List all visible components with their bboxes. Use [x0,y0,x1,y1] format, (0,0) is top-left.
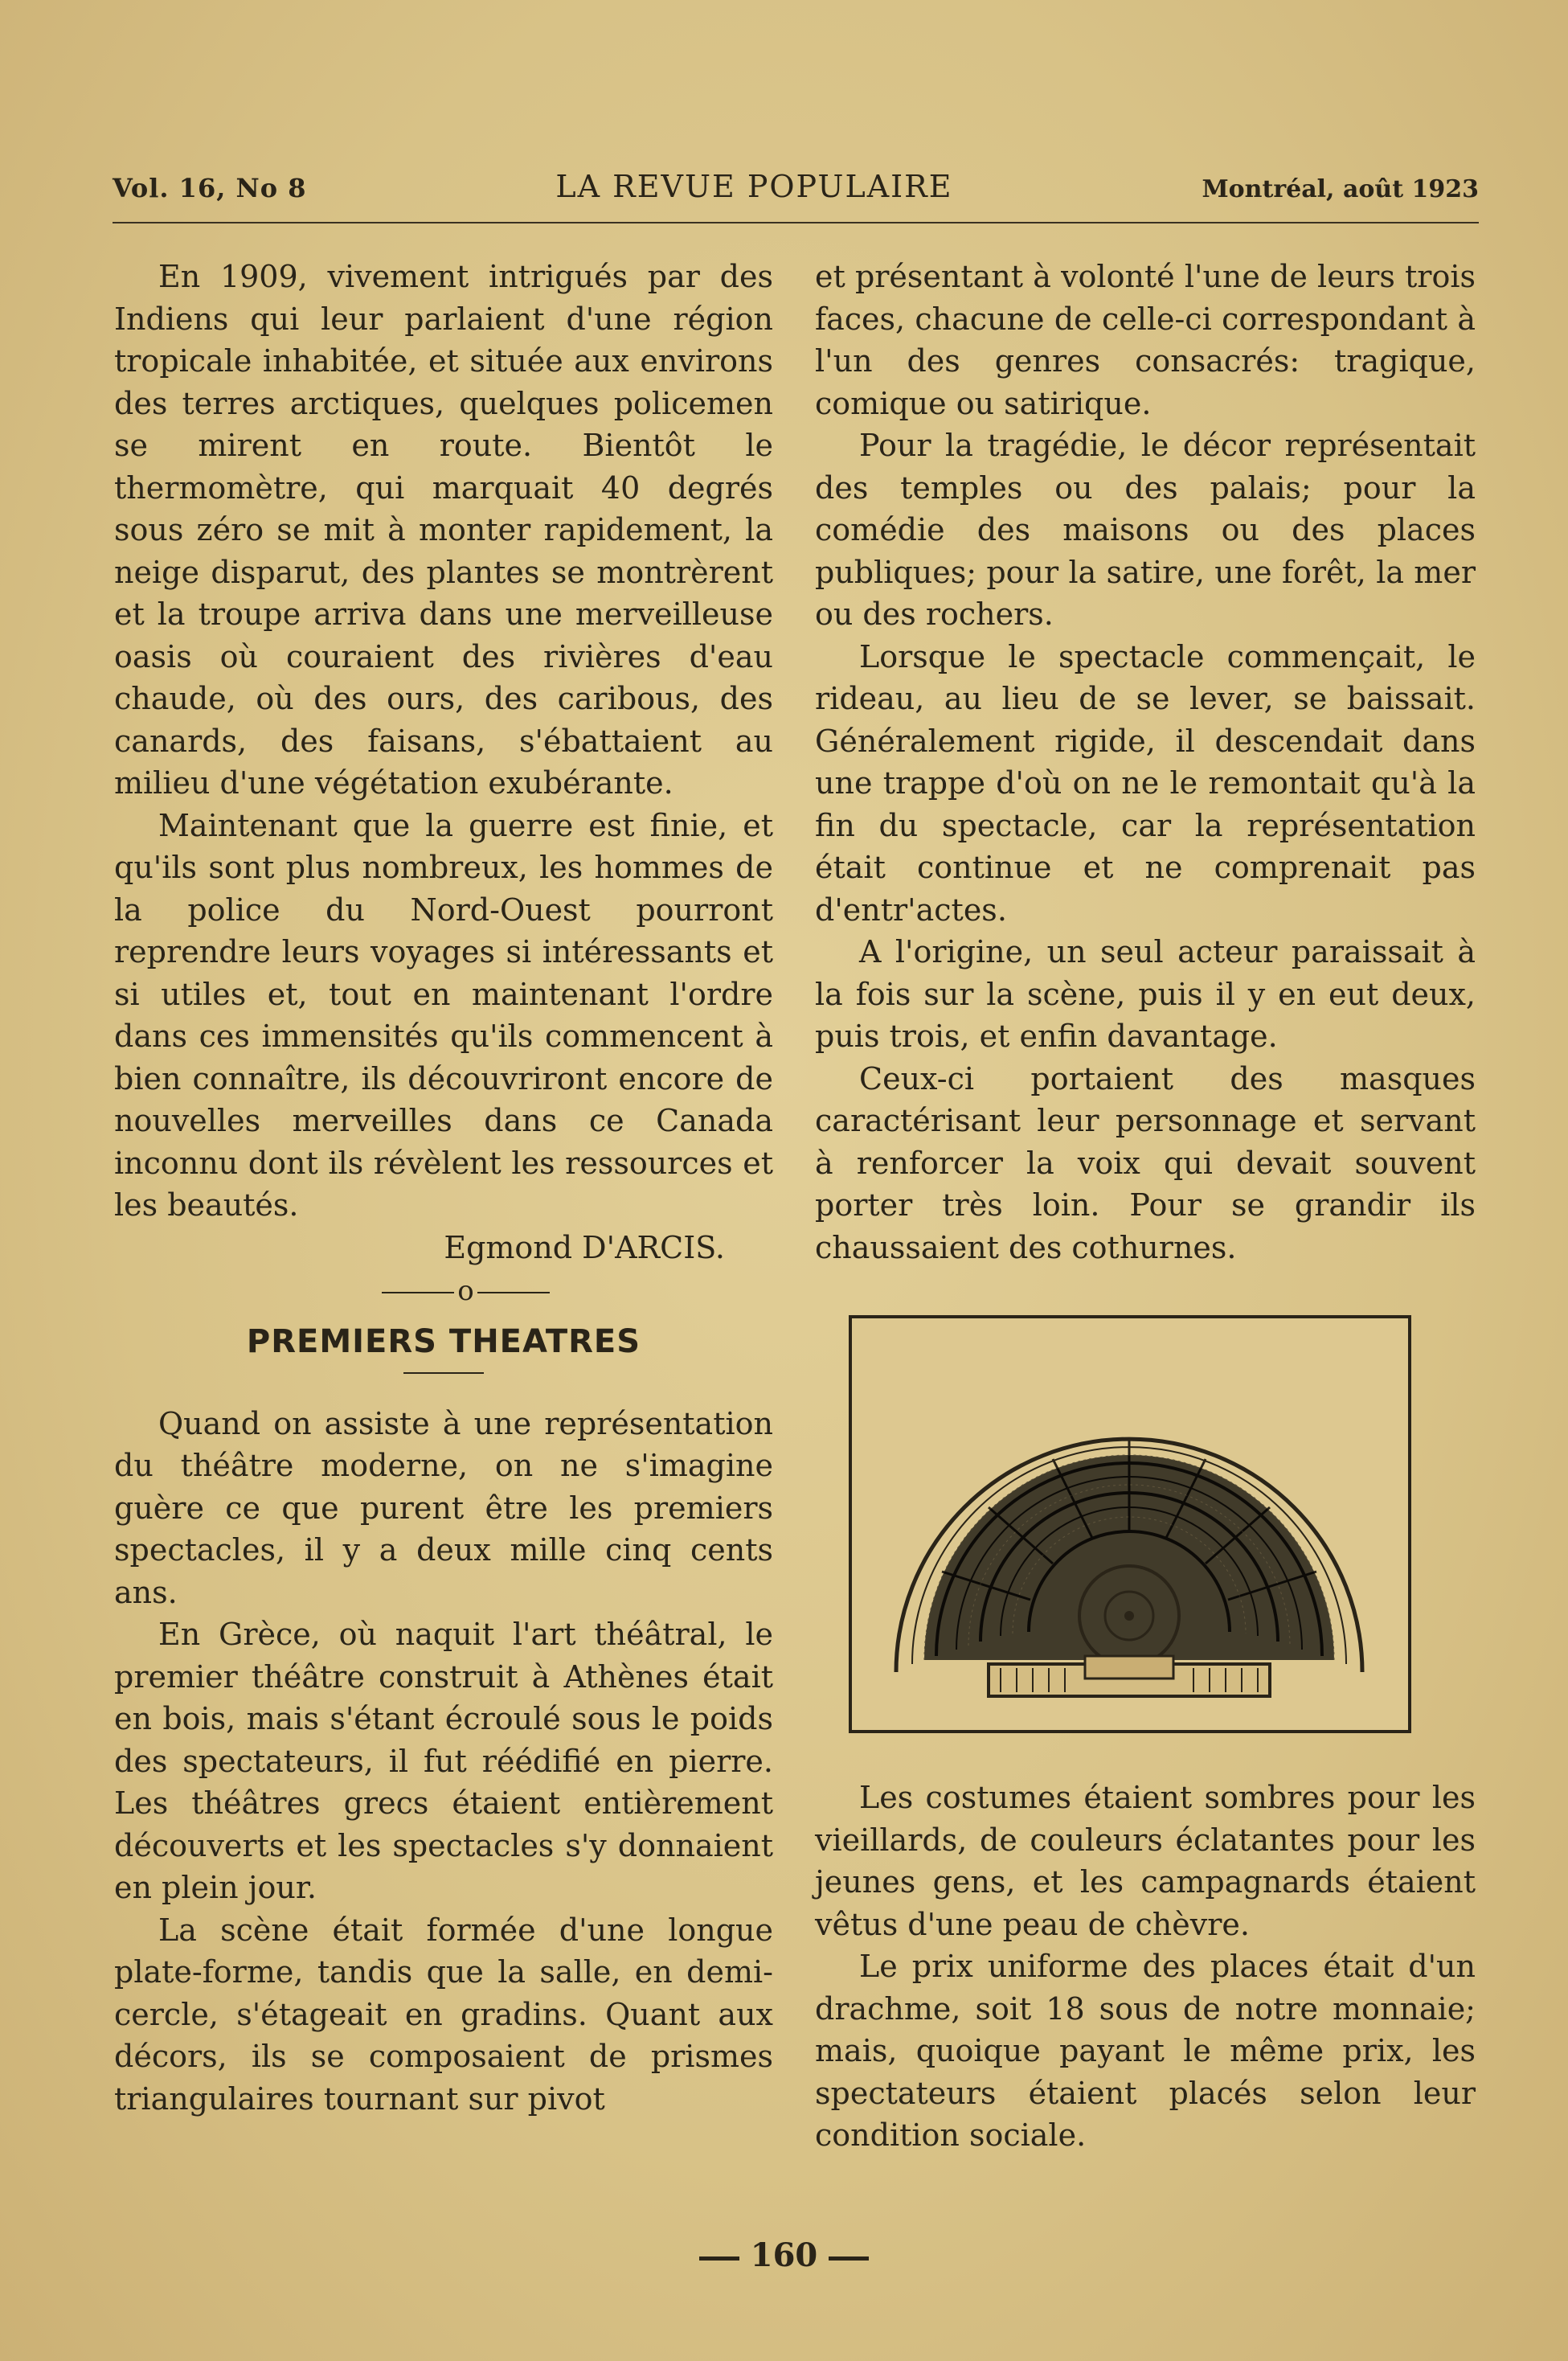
section-separator: o [114,1269,773,1313]
article-paragraph: En 1909, vivement intrigués par des Indiens qui leur parlaient d'une région tropicale inhabitée, et située aux environs des terres arctiques, quelques policemen se mirent en route. Bientôt le thermomètre, qui marquait 40 degrés sous zéro se mit à monter rapidement, la neige disparut, des plantes se montrèrent et la troupe arriva dans une merveilleuse oasis où couraient des rivières d'eau chaude, où des ours, des caribous, des canards, des faisans, s'ébattaient au milieu d'une végétation exubérante. [114,259,773,801]
article-paragraph: La scène était formée d'une longue plate-forme, tandis que la salle, en demi-cercle, s'étageait en gradins. Quant aux décors, ils se composaient de prismes triangulaires tournant sur pivot [114,1912,773,2117]
issue-dateline: Montréal, août 1923 [1202,175,1479,203]
article-paragraph: et présentant à volonté l'une de leurs trois faces, chacune de celle-ci correspondant à l'un des genres consacrés: tragique, comique ou satirique. [815,259,1476,421]
heading-rule [403,1372,484,1374]
right-column-lower [815,1777,1476,2157]
theatre-plan-drawing [852,1318,1408,1730]
article-heading: PREMIERS THEATRES [246,1322,641,1360]
magazine-title: LA REVUE POPULAIRE [555,169,953,204]
running-header [113,169,1479,217]
greek-theatre-illustration [849,1315,1411,1733]
article-paragraph: En Grèce, où naquit l'art théâtral, le premier théâtre construit à Athènes était en bois, mais s'étant écroulé sous le poids des spectateurs, il fut réédifié en pierre. Les théâtres grecs étaient entièrement découverts et les spectacles s'y donnaient en plein jour. [114,1617,773,1905]
article-paragraph: Les costumes étaient sombres pour les vieillards, de couleurs éclatantes pour les jeunes gens, et les campagnards étaient vêtus d'une peau de chèvre. [815,1780,1476,1942]
page-number [0,2236,1568,2274]
volume-number: Vol. 16, No 8 [113,173,307,203]
article-paragraph: Lorsque le spectacle commençait, le rideau, au lieu de se lever, se baissait. Généralement rigide, il descendait dans une trappe d'où on ne le remontait qu'à la fin du spectacle, car la représentation était continue et ne comprenait pas d'entr'actes. [815,638,1476,928]
author-signature: Egmond D'ARCIS. [444,1229,725,1265]
article-paragraph: A l'origine, un seul acteur paraissait à la fois sur la scène, puis il y en eut deux, puis trois, et enfin davantage. [815,934,1476,1054]
header-rule [113,222,1479,223]
left-column [114,256,773,2120]
article-paragraph: Quand on assiste à une représentation du théâtre moderne, on ne s'imagine guère ce que purent être les premiers spectacles, il y a deux mille cinq cents ans. [114,1405,773,1610]
article-paragraph: Le prix uniforme des places était d'un drachme, soit 18 sous de notre monnaie; mais, quoique payant le même prix, les spectateurs étaient placés selon leur condition sociale. [815,1949,1476,2153]
page-number-text: 160 [750,2236,818,2274]
article-paragraph: Maintenant que la guerre est finie, et qu'ils sont plus nombreux, les hommes de la police du Nord-Ouest pourront reprendre leurs voyages si intéressants et si utiles et, tout en maintenant l'ordre dans ces immensités qu'ils commencent à bien connaître, ils découvriront encore de nouvelles merveilles dans ce Canada inconnu dont ils révèlent les ressources et les beautés. [114,807,773,1223]
article-paragraph: Ceux-ci portaient des masques caractérisant leur personnage et servant à renforcer la voix qui devait souvent porter très loin. Pour se grandir ils chaussaient des cothurnes. [815,1060,1476,1265]
article-paragraph: Pour la tragédie, le décor représentait des temples ou des palais; pour la comédie des maisons ou des places publiques; pour la satire, une forêt, la mer ou des rochers. [815,428,1476,632]
right-column-upper [815,256,1476,1269]
